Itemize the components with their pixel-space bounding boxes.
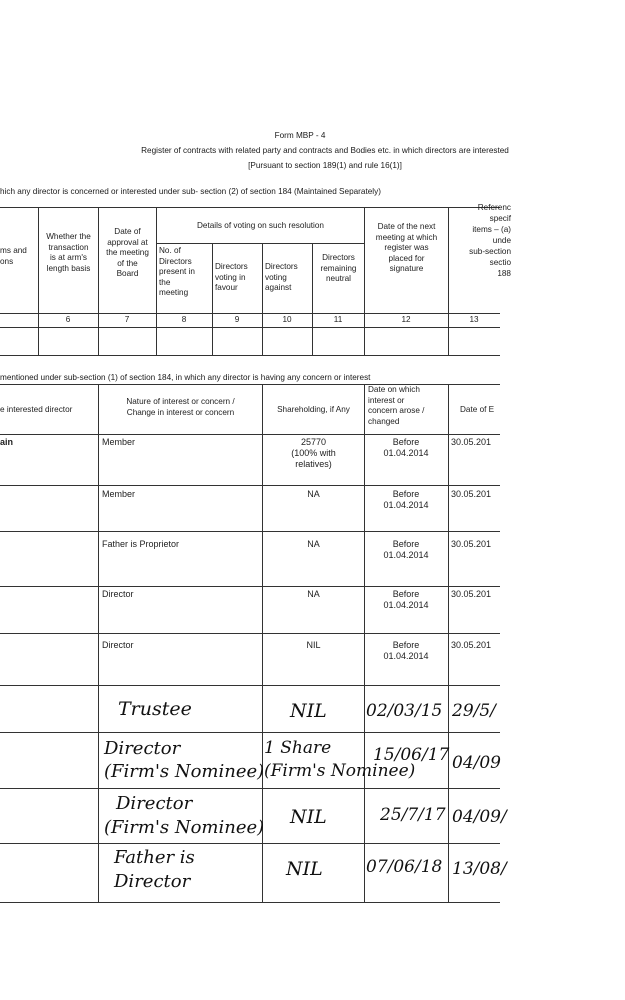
part-a-caption: hich any director is concerned or interested under sub- section (2) of section 184 (Maintained Separately) [0, 187, 381, 196]
date-arose-cell: Before 01.04.2014 [383, 437, 429, 458]
table-a-bottom-border [0, 355, 500, 356]
date-e-cell: 30.05.201 [451, 539, 492, 549]
handwritten-shareholding: NIL [290, 700, 327, 722]
row-divider [0, 685, 500, 686]
part-b-caption: mentioned under sub-section (1) of section 184, in which any director is having any concern or interest [0, 373, 371, 382]
handwritten-date: 07/06/18 [366, 857, 443, 877]
header-date-e: Date of E [460, 405, 495, 414]
handwritten-shareholding: 1 Share (Firm's Nominee) [264, 738, 416, 781]
column-number: 11 [333, 315, 343, 324]
handwritten-shareholding: NIL [290, 806, 327, 828]
handwritten-date-e: 04/09/ [452, 807, 507, 827]
header-directors-favour: Directors voting in favour [215, 262, 248, 292]
header-directors-against: Directors voting against [265, 262, 298, 292]
handwritten-date: 02/03/15 [366, 701, 443, 721]
col-divider [448, 207, 449, 355]
row-divider [0, 485, 500, 486]
table-b-header-bottom [0, 434, 500, 435]
date-e-cell: 30.05.201 [451, 640, 492, 650]
header-next-meeting: Date of the next meeting at which register was placed for signature [375, 222, 438, 273]
row-divider [0, 843, 500, 844]
header-approval-date: Date of approval at the meeting of the Board [106, 227, 149, 278]
shareholding-cell: NA [307, 489, 320, 499]
row-divider [0, 732, 500, 733]
col-divider [448, 384, 449, 902]
handwritten-shareholding: NIL [286, 858, 323, 880]
column-number: 13 [469, 315, 479, 324]
date-e-cell: 30.05.201 [451, 589, 492, 599]
register-title: Register of contracts with related party and contracts and Bodies etc. in which directors are interested [141, 146, 509, 155]
column-number: 7 [124, 315, 130, 324]
handwritten-date-e: 29/5/ [452, 701, 496, 721]
date-e-cell: 30.05.201 [451, 437, 492, 447]
column-number: 8 [181, 315, 187, 324]
header-directors-neutral: Directors remaining neutral [320, 253, 357, 283]
handwritten-nature: Father is Director [114, 847, 195, 892]
table-a-top-border [0, 207, 500, 208]
director-name: ain [0, 437, 14, 447]
header-shareholding: Shareholding, if Any [277, 405, 350, 414]
pursuant-line: [Pursuant to section 189(1) and rule 16(1)] [248, 161, 402, 170]
date-arose-cell: Before 01.04.2014 [383, 640, 429, 661]
handwritten-date: 15/06/17 [373, 745, 450, 765]
shareholding-cell: NA [307, 589, 320, 599]
handwritten-nature: Director (Firm's Nominee) [104, 793, 265, 838]
handwritten-nature: Director (Firm's Nominee) [104, 738, 265, 782]
header-reference: Referenc specif items – (a) unde sub-section sectio 188 [469, 203, 511, 278]
date-arose-cell: Before 01.04.2014 [383, 489, 429, 510]
shareholding-cell: 25770 (100% with relatives) [291, 437, 336, 469]
table-a-number-row-bottom [0, 327, 500, 328]
header-col5: ms and ons [0, 246, 27, 266]
header-date-arose: Date on which interest or concern arose / changed [368, 385, 425, 426]
nature-cell: Director [102, 640, 134, 650]
date-arose-cell: Before 01.04.2014 [383, 589, 429, 610]
header-arms-length: Whether the transaction is at arm's length basis [46, 232, 91, 273]
col-divider [262, 243, 263, 355]
column-number: 9 [234, 315, 240, 324]
column-number: 12 [401, 315, 411, 324]
column-number: 6 [65, 315, 71, 324]
table-a-header-bottom [0, 313, 500, 314]
table-b-bottom-border [0, 902, 500, 903]
handwritten-nature: Trustee [118, 698, 192, 720]
nature-cell: Member [102, 437, 136, 447]
nature-cell: Director [102, 589, 134, 599]
shareholding-cell: NIL [306, 640, 321, 650]
form-title: Form MBP - 4 [274, 131, 326, 140]
col-divider [98, 384, 99, 902]
header-directors-present: No. of Directors present in the meeting [159, 246, 195, 297]
voting-group-divider [156, 243, 364, 244]
date-arose-cell: Before 01.04.2014 [383, 539, 429, 560]
row-divider [0, 531, 500, 532]
date-e-cell: 30.05.201 [451, 489, 492, 499]
nature-cell: Member [102, 489, 136, 499]
row-divider [0, 586, 500, 587]
row-divider [0, 633, 500, 634]
handwritten-date: 25/7/17 [380, 805, 446, 825]
header-nature-of-interest: Nature of interest or concern / Change in interest or concern [126, 397, 235, 417]
handwritten-date-e: 04/09 [452, 753, 501, 773]
row-divider [0, 788, 500, 789]
nature-cell: Father is Proprietor [102, 539, 180, 549]
col-divider [212, 243, 213, 355]
col-divider [38, 207, 39, 355]
column-number: 10 [282, 315, 292, 324]
handwritten-date-e: 13/08/ [452, 859, 507, 879]
header-voting-details: Details of voting on such resolution [197, 221, 324, 230]
shareholding-cell: NA [307, 539, 320, 549]
header-interested-director: e interested director [0, 405, 73, 414]
